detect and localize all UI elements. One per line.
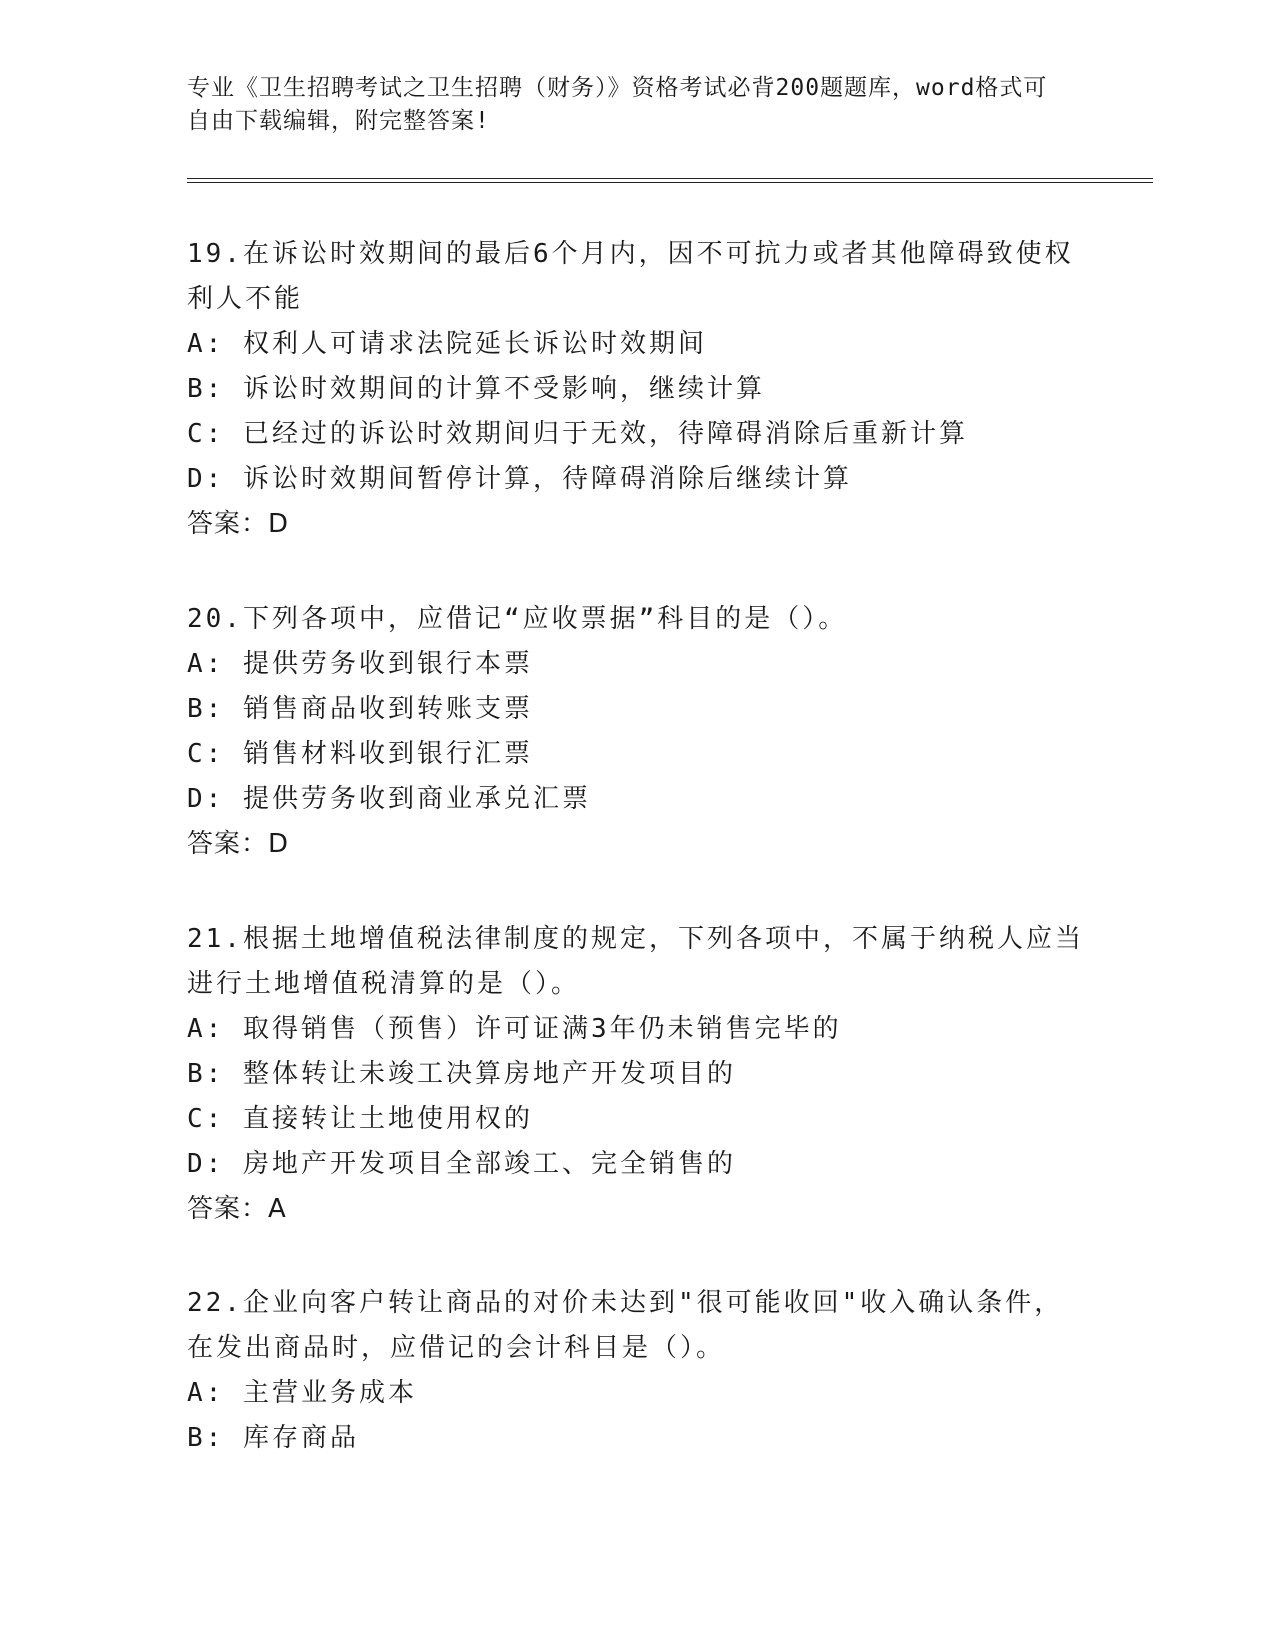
option-b: B: 诉讼时效期间的计算不受影响，继续计算 [187, 374, 765, 404]
option-d: D: 房地产开发项目全部竣工、完全销售的 [187, 1149, 736, 1179]
answer: 答案：D [187, 829, 290, 859]
question-stem: 22.企业向客户转让商品的对价未达到"很可能收回"收入确认条件，在发出商品时，应借记的会计科目是（）。 [187, 1288, 1064, 1363]
question-stem: 21.根据土地增值税法律制度的规定，下列各项中，不属于纳税人应当进行土地增值税清算的是（）。 [187, 924, 1084, 999]
option-a: A: 主营业务成本 [187, 1378, 417, 1408]
option-a: A: 取得销售（预售）许可证满3年仍未销售完毕的 [187, 1014, 842, 1044]
header-divider [187, 178, 1153, 183]
question-stem: 20.下列各项中，应借记“应收票据”科目的是（）。 [187, 604, 848, 634]
question-block [187, 232, 1087, 547]
option-a: A: 提供劳务收到银行本票 [187, 649, 533, 679]
document-header: 专业《卫生招聘考试之卫生招聘（财务）》资格考试必背200题题库，word格式可自由下载编辑，附完整答案! [187, 75, 1048, 134]
question-block [187, 597, 1087, 867]
option-c: C: 直接转让土地使用权的 [187, 1104, 533, 1134]
option-b: B: 整体转让未竣工决算房地产开发项目的 [187, 1059, 736, 1089]
option-b: B: 销售商品收到转账支票 [187, 694, 533, 724]
answer: 答案：A [187, 1194, 287, 1224]
option-d: D: 诉讼时效期间暂停计算，待障碍消除后继续计算 [187, 464, 852, 494]
option-c: C: 销售材料收到银行汇票 [187, 739, 533, 769]
option-c: C: 已经过的诉讼时效期间归于无效，待障碍消除后重新计算 [187, 419, 968, 449]
option-b: B: 库存商品 [187, 1423, 359, 1453]
question-block [187, 1281, 1087, 1461]
option-d: D: 提供劳务收到商业承兑汇票 [187, 784, 591, 814]
question-stem: 19.在诉讼时效期间的最后6个月内，因不可抗力或者其他障碍致使权利人不能 [187, 239, 1074, 314]
answer: 答案：D [187, 509, 290, 539]
question-block [187, 917, 1087, 1232]
option-a: A: 权利人可请求法院延长诉讼时效期间 [187, 329, 707, 359]
